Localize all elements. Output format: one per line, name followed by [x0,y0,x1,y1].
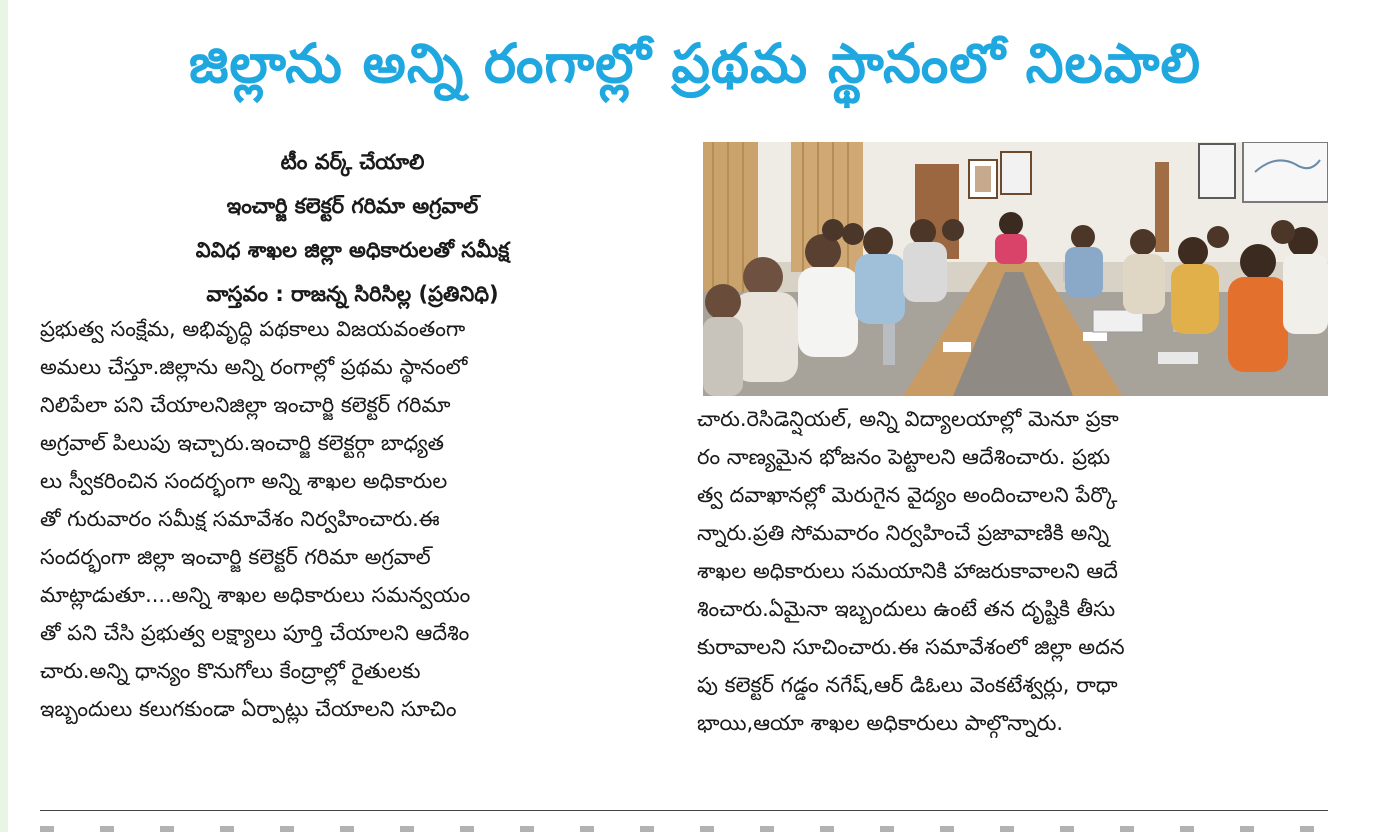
left-margin-strip [0,0,8,832]
text-line: తో గురువారం సమీక్ష సమావేశం నిర్వహించారు.ఈ [40,507,440,531]
text-line: రం నాణ్యమైన భోజనం పెట్టాలని ఆదేశించారు. ప్రభు [697,445,1111,469]
text-line: న్నారు.ప్రతి సోమవారం నిర్వహించే ప్రజావాణికి అన్ని [697,521,1110,545]
text-line: సందర్భంగా జిల్లా ఇంచార్జి కలెక్టర్ గరిమా అగ్రవాల్ [40,545,431,569]
text-line: ప్రభుత్వ సంక్షేమ, అభివృద్ధి పథకాలు విజయవంతంగా [40,317,466,341]
article-body-left [40,310,670,728]
text-line: పు కలెక్టర్ గడ్డం నగేష్,ఆర్ డిఓలు వెంకటేశ్వర్లు, రాధా [697,673,1118,697]
text-line: భాయి,ఆయా శాఖల అధికారులు పాల్గొన్నారు. [697,711,1064,735]
subhead-2: ఇంచార్జి కలెక్టర్ గరిమా అగ్రవాల్ [226,194,479,218]
text-line: త్వ దవాఖానల్లో మెరుగైన వైద్యం అందించాలని పేర్కొ [697,483,1118,507]
meeting-photo-illustration [703,142,1328,396]
cropped-next-text-strip [40,826,1328,832]
subheadings [40,140,665,316]
text-line: మాట్లాడుతూ....అన్ని శాఖల అధికారులు సమన్వయం [40,583,471,607]
text-line: నిలిపేలా పని చేయాలనిజిల్లా ఇంచార్జి కలెక్టర్ గరిమా [40,393,451,417]
text-line: కురావాలని సూచించారు.ఈ సమావేశంలో జిల్లా అదన [697,635,1125,659]
text-line: అగ్రవాల్ పిలుపు ఇచ్చారు.ఇంచార్జి కలెక్టర్గా బాధ్యత [40,431,445,455]
subhead-3: వివిధ శాఖల జిల్లా అధికారులతో సమీక్ష [195,238,510,262]
meeting-photo [703,142,1328,396]
bottom-divider [40,810,1328,811]
text-line: శాఖల అధికారులు సమయానికి హాజరుకావాలని ఆదే [697,559,1118,583]
text-line: అమలు చేస్తూ.జిల్లాను అన్ని రంగాల్లో ప్రథమ స్థానంలో [40,355,468,379]
headline: జిల్లాను అన్ని రంగాల్లో ప్రథమ స్థానంలో నిలపాలి [188,32,1202,95]
text-line: శించారు.ఏమైనా ఇబ్బందులు ఉంటే తన దృష్టికి తీసు [697,597,1116,621]
dateline: వాస్తవం : రాజన్న సిరిసిల్ల (ప్రతినిధి) [206,282,499,306]
article-body-right [697,400,1327,742]
text-line: ఇబ్బందులు కలుగకుండా ఏర్పాట్లు చేయాలని సూచిం [40,697,457,721]
subhead-1: టీం వర్క్ చేయాలి [280,150,425,174]
text-line: తో పని చేసి ప్రభుత్వ లక్ష్యాలు పూర్తి చేయాలని ఆదేశిం [40,621,470,645]
text-line: చారు.రెసిడెన్షియల్, అన్ని విద్యాలయాల్లో మెనూ ప్రకా [697,407,1119,431]
text-line: లు స్వీకరించిన సందర్భంగా అన్ని శాఖల అధికారుల [40,469,448,493]
text-line: చారు.అన్ని ధాన్యం కొనుగోలు కేంద్రాల్లో రైతులకు [40,659,421,683]
